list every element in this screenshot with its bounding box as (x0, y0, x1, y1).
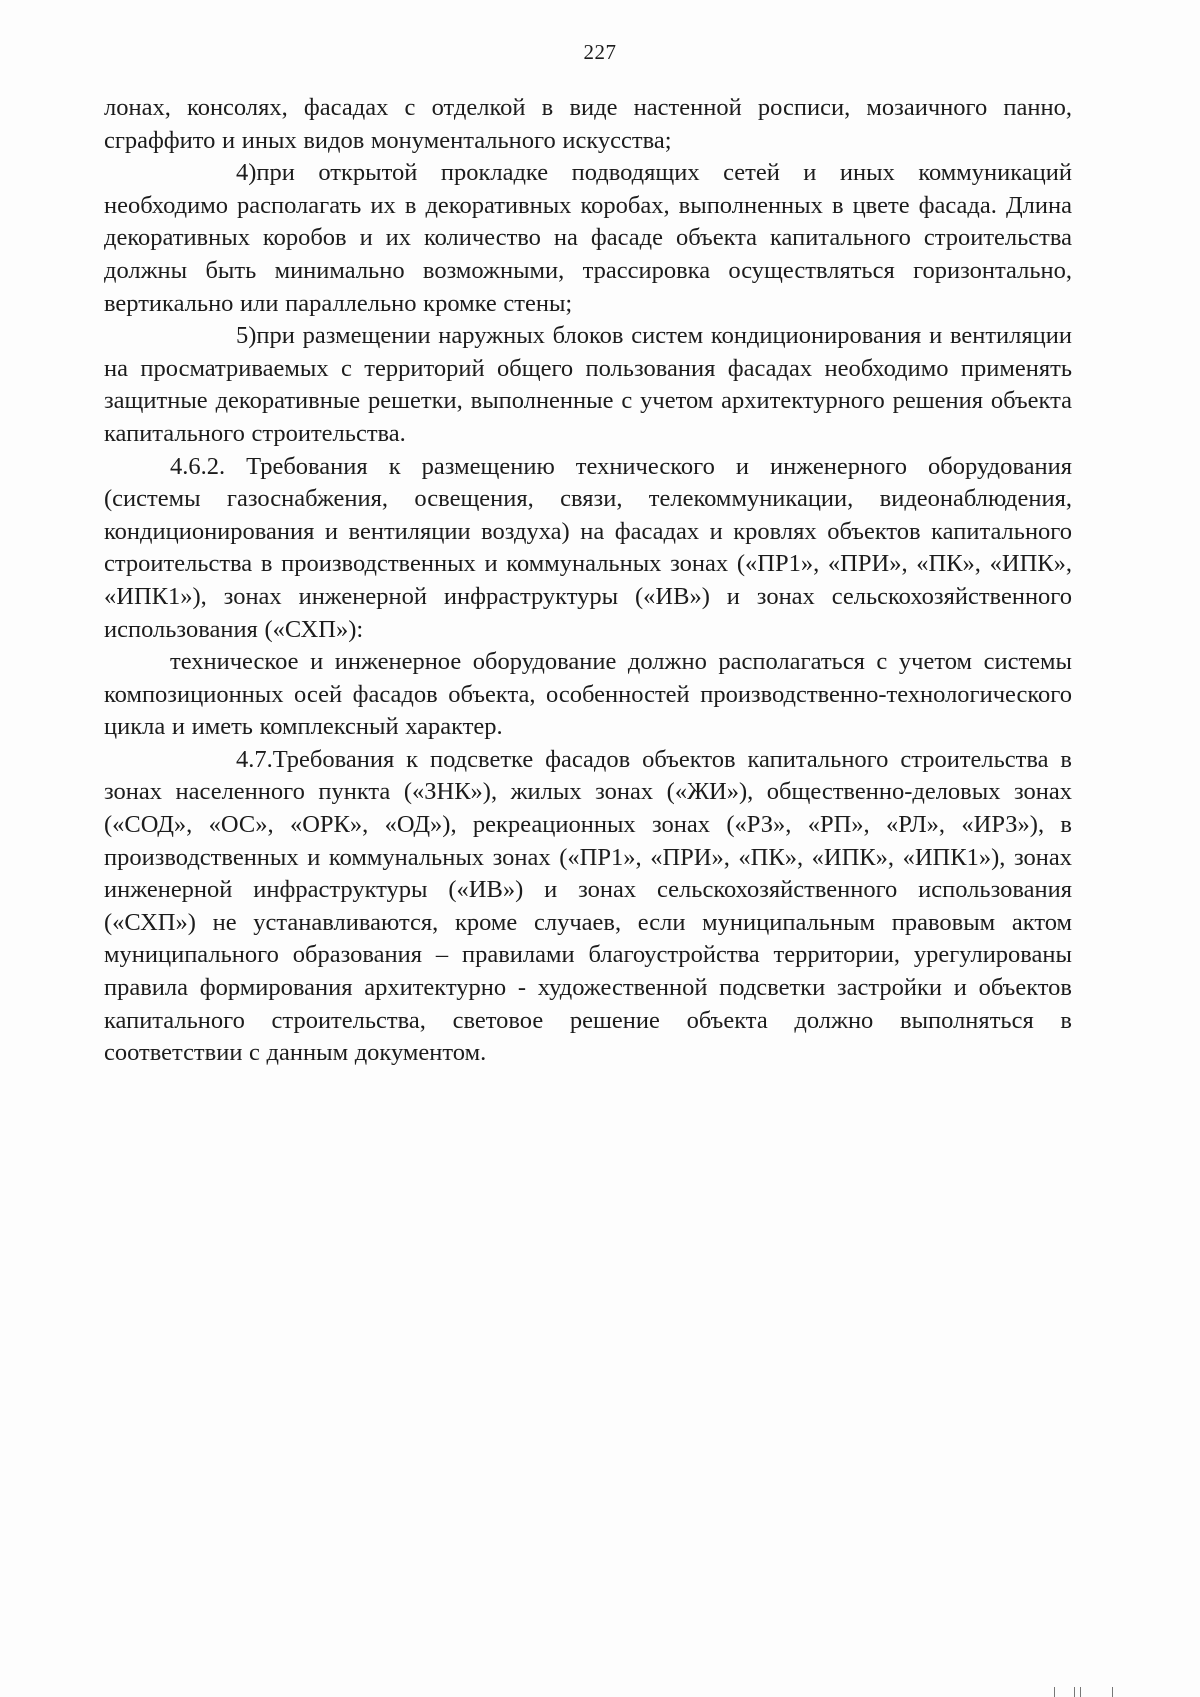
section-4-6-2-body: техническое и инженерное оборудование должно располагаться с учетом системы композиционных осей фасадов объекта, особенностей производственно-технологического цикла и иметь комплексный характер. (104, 648, 1072, 741)
section-4-6-2: 4.6.2. Требования к размещению технического и инженерного оборудования (системы газоснабжения, освещения, связи, телекоммуникации, видеонаблюдения, кондиционирования и вентиляции воздуха) на фасадах и кровлях объектов капитального строительства в производственных и коммунальных зонах («ПР1», «ПРИ», «ПК», «ИПК», «ИПК1»), зонах инженерной инфраструктуры («ИВ») и зонах сельскохозяйственного использования («СХП»): (104, 452, 1072, 643)
list-item-number: 4) (236, 159, 257, 187)
scan-edge-marks (1052, 1683, 1132, 1697)
list-item-4 (104, 157, 1072, 320)
page-number: 227 (583, 40, 617, 64)
list-item-text: при размещении наружных блоков систем кондиционирования и вентиляции на просматриваемых с территорий общего пользования фасадах необходимо применять защитные декоративные решетки, выполненные с учетом архитектурного решения объекта капитального строительства. (104, 322, 1072, 447)
list-item-text: при открытой прокладке подводящих сетей и иных коммуникаций необходимо располагать их в декоративных коробах, выполненных в цвете фасада. Длина декоративных коробов и их количество на фасаде объекта капитального строительства должны быть минимально возможными, трассировка осуществляться горизонтально, вертикально или параллельно кромке стены; (104, 159, 1072, 317)
section-4-7 (104, 744, 1072, 1070)
paragraph-continuation: лонах, консолях, фасадах с отделкой в виде настенной росписи, мозаичного панно, сграффито и иных видов монументального искусства; (104, 94, 1072, 154)
document-body (104, 92, 1072, 1070)
section-number: 4.7. (236, 745, 273, 773)
list-item-number: 5) (236, 322, 257, 350)
section-text: Требования к подсветке фасадов объектов капитального строительства в зонах населенного пункта («ЗНК»), жилых зонах («ЖИ»), общественно-деловых зонах («СОД», «ОС», «ОРК», «ОД»), рекреационных зонах («РЗ», «РП», «РЛ», «ИРЗ»), в производственных и коммунальных зонах («ПР1», «ПРИ», «ПК», «ИПК», «ИПК1»), зонах инженерной инфраструктуры («ИВ») и зонах сельскохозяйственного использования («СХП») не устанавливаются, кроме случаев, если муниципальным правовым актом муниципального образования – правилами благоустройства территории, урегулированы правила формирования архитектурно - художественной подсветки застройки и объектов капитального строительства, световое решение объекта должно выполняться в соответствии с данным документом. (104, 745, 1072, 1067)
list-item-5 (104, 320, 1072, 450)
